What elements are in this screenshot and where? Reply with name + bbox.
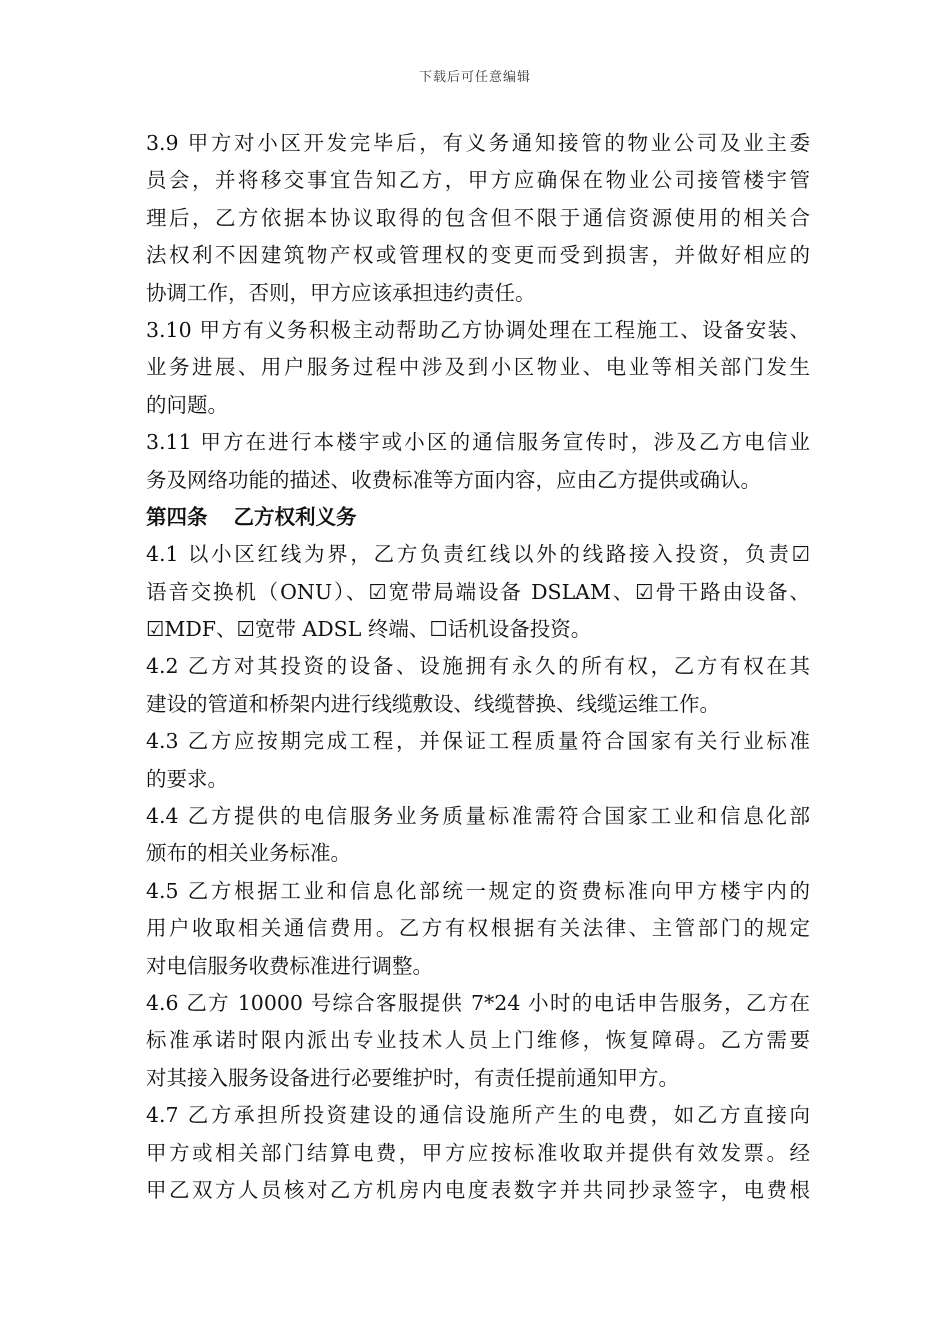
text-line: 3.11 甲方在进行本楼宇或小区的通信服务宣传时，涉及乙方电信业 <box>146 430 810 455</box>
text-line: 标准承诺时限内派出专业技术人员上门维修，恢复障碍。乙方需要 <box>146 1028 810 1053</box>
text-line: 员会，并将移交事宜告知乙方，甲方应确保在物业公司接管楼宇管 <box>146 168 810 193</box>
text-line: 3.10 甲方有义务积极主动帮助乙方协调处理在工程施工、设备安装、 <box>146 317 810 342</box>
text-line: 语音交换机（ONU）、☑宽带局端设备 DSLAM、☑骨干路由设备、 <box>146 579 810 604</box>
text-line: 4.6 乙方 10000 号综合客服提供 7*24 小时的电话申告服务，乙方在 <box>146 990 810 1015</box>
text-line: 建设的管道和桥架内进行线缆敷设、线缆替换、线缆运维工作。 <box>146 691 720 716</box>
text-line: 理后，乙方依据本协议取得的包含但不限于通信资源使用的相关合 <box>146 205 810 230</box>
text-line: 4.7 乙方承担所投资建设的通信设施所产生的电费，如乙方直接向 <box>146 1103 810 1128</box>
text-line: 4.2 乙方对其投资的设备、设施拥有永久的所有权，乙方有权在其 <box>146 654 810 679</box>
section-number: 第四条 <box>146 504 208 529</box>
section-title: 乙方权利义务 <box>233 504 357 529</box>
text-line: 法权利不因建筑物产权或管理权的变更而受到损害，并做好相应的 <box>146 243 810 268</box>
text-line: 用户收取相关通信费用。乙方有权根据有关法律、主管部门的规定 <box>146 916 810 941</box>
text-line: 务及网络功能的描述、收费标准等方面内容，应由乙方提供或确认。 <box>146 467 761 492</box>
text-line: 3.9 甲方对小区开发完毕后，有义务通知接管的物业公司及业主委 <box>146 131 810 155</box>
section-heading <box>146 499 810 536</box>
text-line: 对电信服务收费标准进行调整。 <box>146 953 433 978</box>
text-line: 甲方或相关部门结算电费，甲方应按标准收取并提供有效发票。经 <box>146 1140 810 1165</box>
text-line: 颁布的相关业务标准。 <box>146 841 351 866</box>
text-line: 4.4 乙方提供的电信服务业务质量标准需符合国家工业和信息化部 <box>146 804 810 829</box>
text-line: 业务进展、用户服务过程中涉及到小区物业、电业等相关部门发生 <box>146 355 810 380</box>
text-line: 甲乙双方人员核对乙方机房内电度表数字并共同抄录签字，电费根 <box>146 1177 810 1202</box>
text-line: 的要求。 <box>146 766 228 791</box>
text-line: 的问题。 <box>146 392 228 417</box>
text-line: 4.1 以小区红线为界，乙方负责红线以外的线路接入投资，负责☑ <box>146 542 810 567</box>
page-header-note: 下载后可任意编辑 <box>418 70 531 85</box>
text-line: 4.3 乙方应按期完成工程，并保证工程质量符合国家有关行业标准 <box>146 729 810 754</box>
text-line: 协调工作，否则，甲方应该承担违约责任。 <box>146 280 536 305</box>
text-line: 对其接入服务设备进行必要维护时，有责任提前通知甲方。 <box>146 1065 679 1090</box>
document-body <box>146 125 810 1209</box>
text-line: ☑MDF、☑宽带 ADSL 终端、☐话机设备投资。 <box>146 617 592 642</box>
text-line: 4.5 乙方根据工业和信息化部统一规定的资费标准向甲方楼宇内的 <box>146 878 810 903</box>
